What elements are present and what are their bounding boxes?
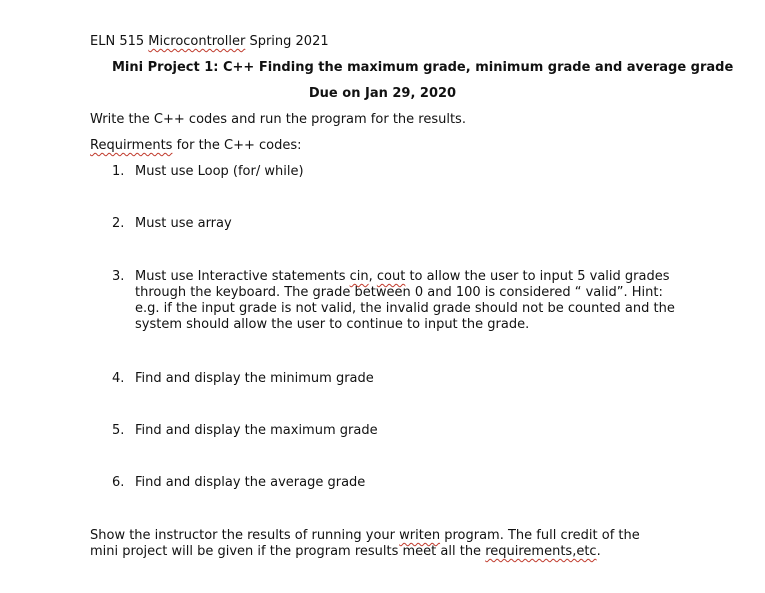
list-number: 3.	[112, 269, 125, 284]
list-number: 5.	[112, 423, 125, 438]
list-text: Must use Loop (for/ while)	[135, 164, 304, 179]
list-text: Find and display the maximum grade	[135, 423, 378, 438]
course-word: Microcontroller	[148, 34, 246, 49]
item3-cin: cin	[349, 269, 369, 284]
course-suffix: Spring 2021	[249, 34, 329, 49]
course-prefix: ELN 515	[90, 34, 145, 49]
list-number: 4.	[112, 371, 125, 386]
project-title: Mini Project 1: C++ Finding the maximum grade, minimum grade and average grade	[112, 60, 734, 75]
requirements-heading	[90, 138, 302, 154]
intro-text: Write the C++ codes and run the program for the results.	[90, 112, 466, 127]
requirements-rest: for the C++ codes:	[172, 138, 302, 153]
footer-post: .	[596, 544, 601, 559]
list-number: 2.	[112, 216, 125, 231]
requirements-word: Requirments	[90, 138, 173, 153]
footer-requirements: requirements,etc	[485, 544, 597, 559]
list-text: Find and display the minimum grade	[135, 371, 374, 386]
footer-mid: program. The full credit of the mini project will be given if the program results meet all the	[90, 528, 640, 559]
due-date: Due on Jan 29, 2020	[308, 86, 457, 101]
item3-cout: cout	[376, 269, 406, 284]
list-text: Must use array	[135, 216, 232, 231]
item3-pre: Must use Interactive statements	[135, 269, 350, 284]
list-text: Find and display the average grade	[135, 475, 366, 490]
closing-paragraph	[90, 528, 665, 560]
footer-writen: writen	[399, 528, 441, 543]
item3-post: to allow the user to input 5 valid grades through the keyboard. The grade between 0 and 100 is considered “ valid”. Hint: e.g. if the input grade is not valid, the invalid grade should not be counted and the system should allow the user to continue to input the grade.	[135, 269, 675, 332]
footer-pre: Show the instructor the results of running your	[90, 528, 400, 543]
list-number: 6.	[112, 475, 125, 490]
course-header	[90, 34, 329, 50]
list-number: 1.	[112, 164, 125, 179]
list-text-multiline	[135, 269, 675, 333]
item3-mid: ,	[368, 269, 377, 284]
